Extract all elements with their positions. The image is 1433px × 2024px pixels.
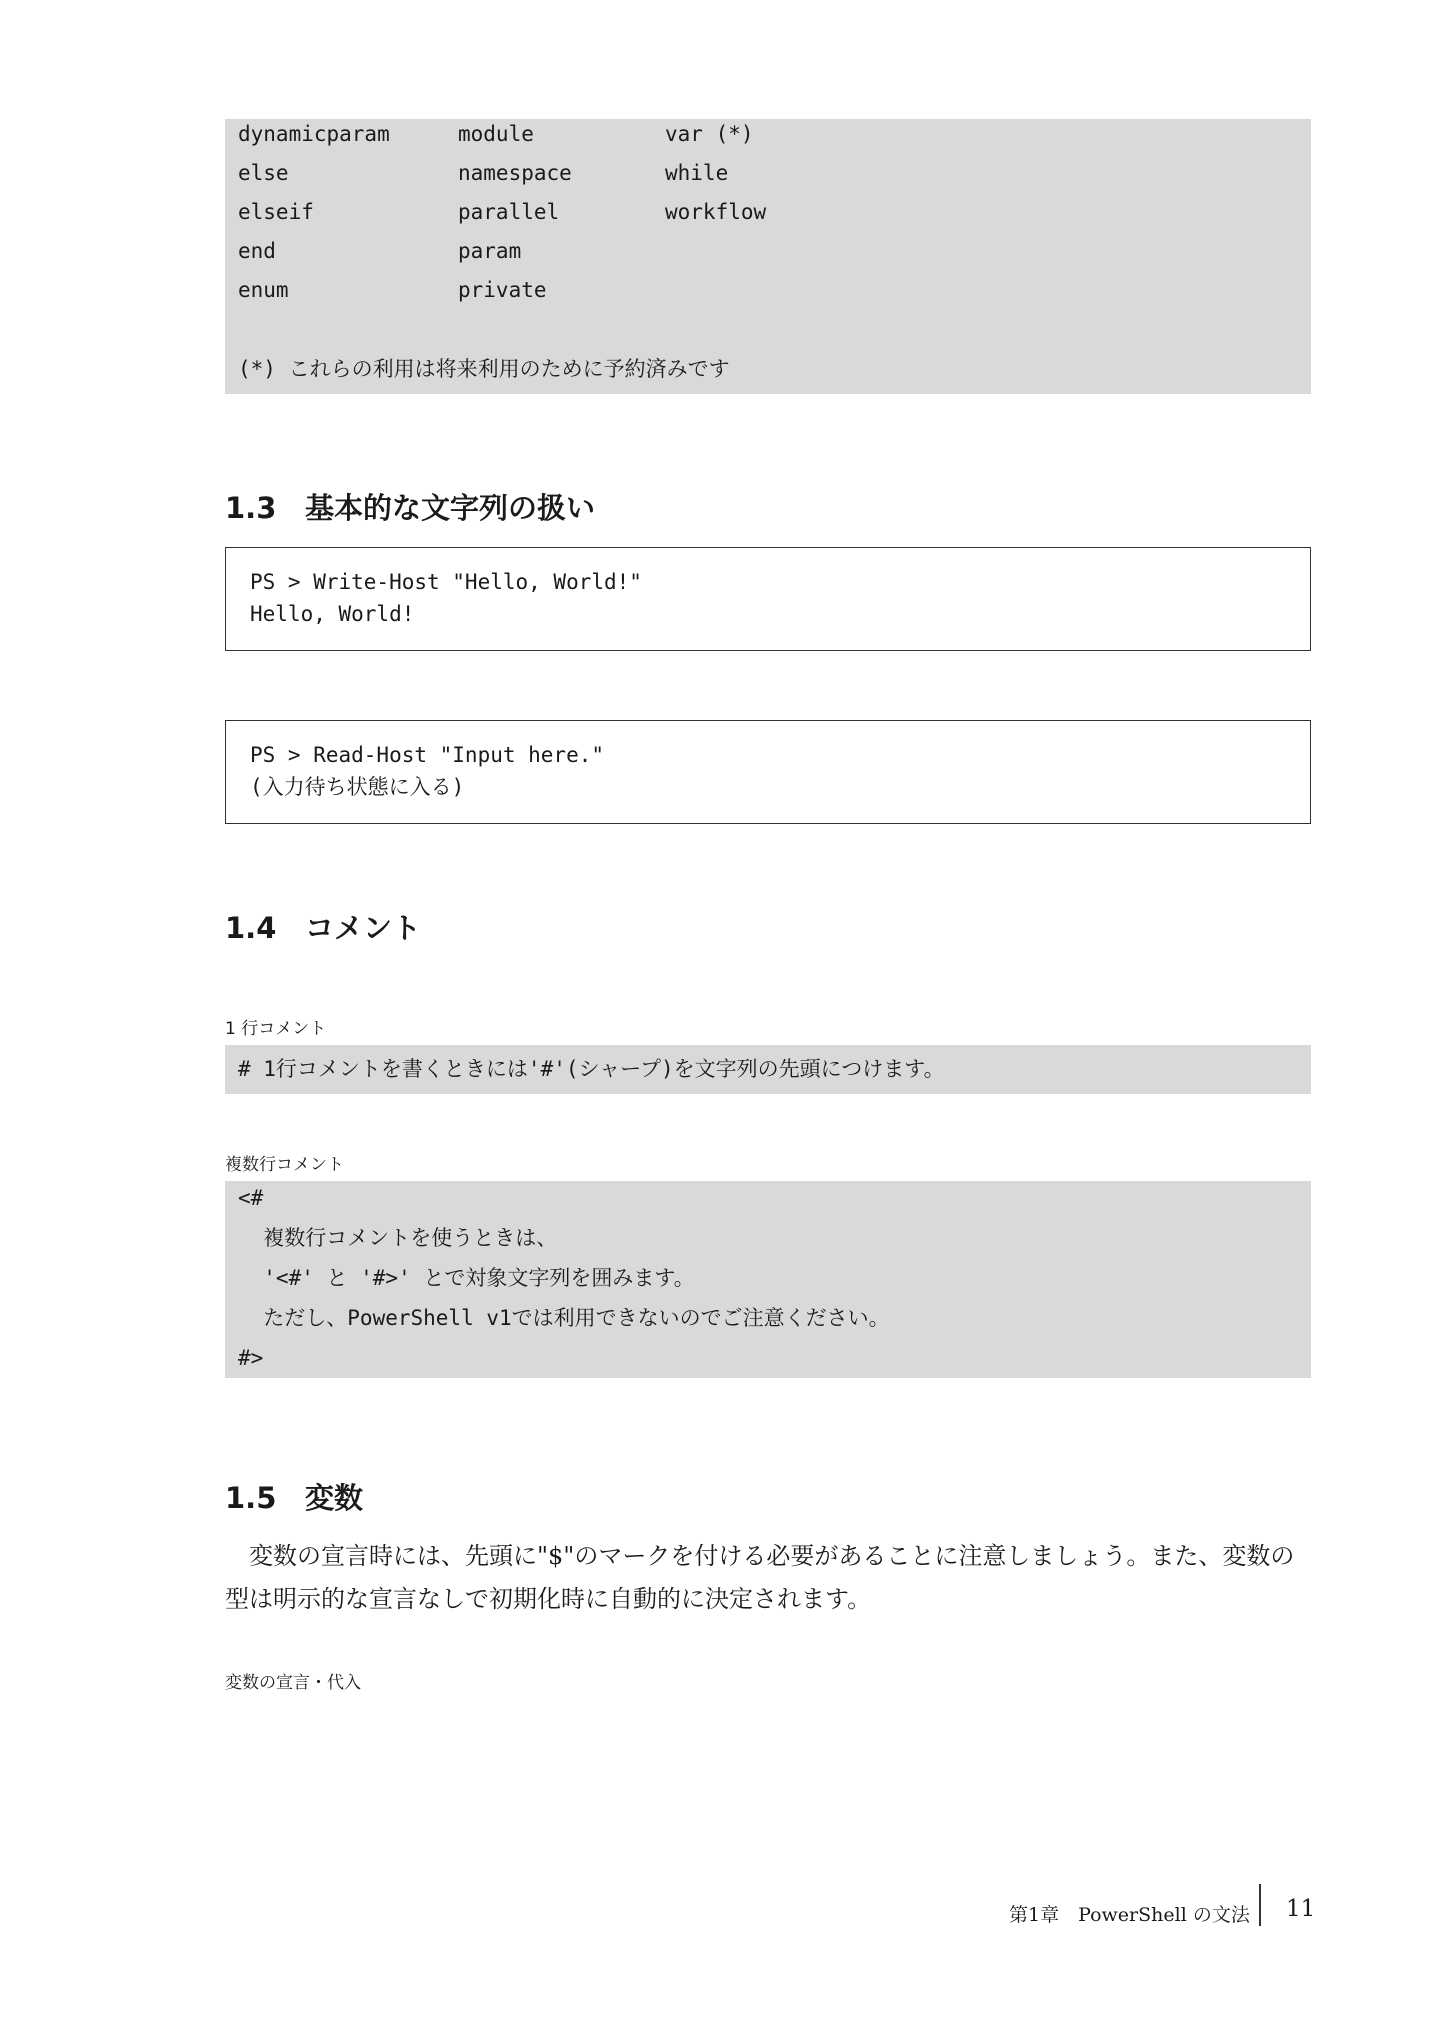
footer-chapter: 第1章 PowerShell の文法	[1009, 1904, 1250, 1926]
code-block-single-comment	[225, 1045, 1311, 1094]
code-line: #>	[238, 1346, 264, 1370]
code-line: ただし、PowerShell v1では利用できないのでご注意ください。	[238, 1306, 890, 1330]
keyword: var (*)	[665, 122, 754, 146]
keyword: dynamicparam	[238, 122, 390, 146]
code-line: <#	[238, 1186, 264, 1210]
keyword: elseif	[238, 200, 314, 224]
section-number: 1.3	[225, 491, 277, 525]
variable-declaration-label: 変数の宣言・代入	[225, 1673, 361, 1693]
multi-line-comment-label: 複数行コメント	[225, 1155, 344, 1175]
section-heading-1-3	[225, 486, 595, 527]
keyword: module	[458, 122, 534, 146]
code-line: 複数行コメントを使うときは、	[238, 1226, 558, 1250]
code-line: '<#' と '#>' とで対象文字列を囲みます。	[238, 1266, 695, 1290]
section-title: コメント	[305, 911, 422, 945]
keyword: else	[238, 161, 289, 185]
keyword: workflow	[665, 200, 767, 224]
keyword: while	[665, 161, 729, 185]
keyword: param	[458, 239, 522, 263]
code-block-write-host	[225, 547, 1311, 651]
code-line: Hello, World!	[250, 602, 415, 626]
keyword: enum	[238, 278, 289, 302]
body-paragraph: 変数の宣言時には、先頭に"$"のマークを付ける必要があることに注意しましょう。また、変数の型は明示的な宣言なしで初期化時に自動的に決定されます。	[225, 1542, 1295, 1613]
section-heading-1-5	[225, 1476, 363, 1517]
keyword: end	[238, 239, 276, 263]
single-line-comment-label: 1 行コメント	[225, 1019, 327, 1039]
keyword-note: (*) これらの利用は将来利用のために予約済みです	[238, 357, 730, 381]
code-line: # 1行コメントを書くときには'#'(シャープ)を文字列の先頭につけます。	[238, 1057, 945, 1081]
section-title: 変数	[305, 1481, 364, 1515]
keyword: namespace	[458, 161, 572, 185]
section-heading-1-4	[225, 906, 421, 947]
code-line: PS > Read-Host "Input here."	[250, 743, 605, 767]
code-line: (入力待ち状態に入る)	[250, 775, 465, 799]
code-line: PS > Write-Host "Hello, World!"	[250, 570, 642, 594]
code-block-multi-comment	[225, 1181, 1311, 1378]
section-title: 基本的な文字列の扱い	[305, 491, 596, 525]
section-number: 1.5	[225, 1481, 277, 1515]
section-number: 1.4	[225, 911, 277, 945]
keyword: private	[458, 278, 547, 302]
footer-divider	[1259, 1884, 1261, 1926]
keyword: parallel	[458, 200, 560, 224]
keyword-table	[225, 119, 1311, 394]
page-number: 11	[1286, 1896, 1316, 1922]
code-block-read-host	[225, 720, 1311, 824]
